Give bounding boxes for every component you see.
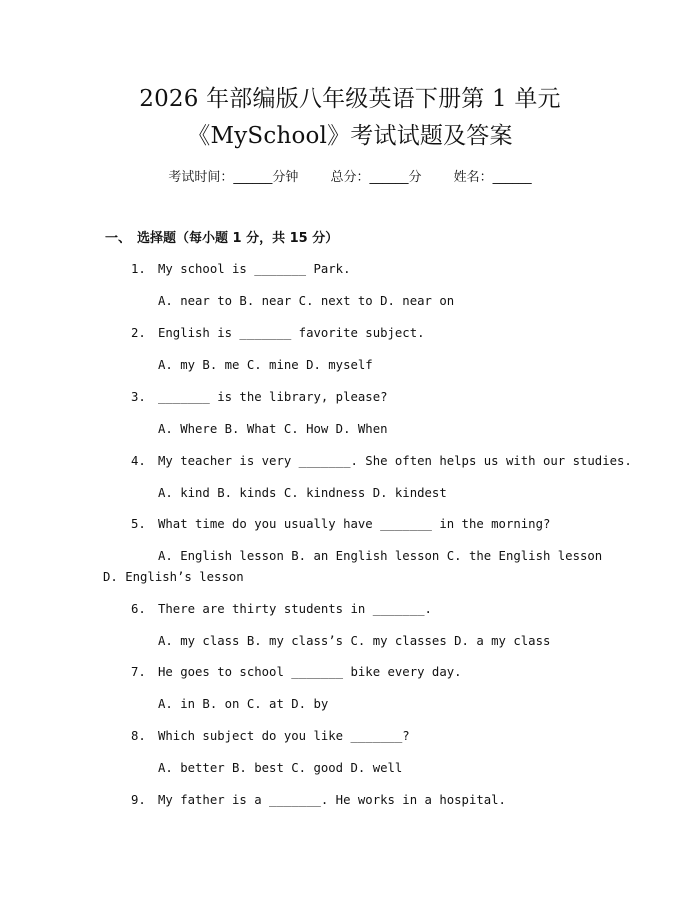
question-options: A. my B. me C. mine D. myself: [158, 358, 373, 372]
question-text: He goes to school _______ bike every day.: [158, 665, 462, 679]
question: [131, 662, 462, 682]
question-options: A. near to B. near C. next to D. near on: [158, 294, 455, 308]
question: [131, 599, 432, 619]
exam-name: 姓名：______: [453, 170, 532, 185]
question: [131, 451, 632, 471]
question-number: 3.: [131, 390, 146, 404]
section-number: 一、: [105, 231, 132, 246]
exam-time: 考试时间：______分钟: [168, 170, 299, 185]
exam-title-line2: 《MySchool》考试试题及答案: [187, 123, 513, 149]
question: [131, 726, 410, 746]
question-number: 6.: [131, 602, 146, 616]
exam-info: [0, 168, 700, 188]
question-options: A. English lesson B. an English lesson C. the English lesson D. English’s lesson: [103, 549, 603, 584]
question-number: 5.: [131, 517, 146, 531]
question-text: There are thirty students in _______.: [158, 602, 432, 616]
question-options: A. in B. on C. at D. by: [158, 697, 329, 711]
question-number: 4.: [131, 454, 146, 468]
question-options: A. my class B. my class’s C. my classes D. a my class: [158, 634, 551, 648]
question: [131, 790, 506, 810]
question-text: My school is _______ Park.: [158, 262, 351, 276]
question-options: A. kind B. kinds C. kindness D. kindest: [158, 486, 447, 500]
question-number: 2.: [131, 326, 146, 340]
question-number: 1.: [131, 262, 146, 276]
question: [131, 387, 388, 407]
question-number: 7.: [131, 665, 146, 679]
question-text: What time do you usually have _______ in the morning?: [158, 517, 551, 531]
exam-title-line1: 2026 年部编版八年级英语下册第 1 单元: [139, 86, 561, 112]
section-title: 选择题（每小题 1 分，共 15 分）: [137, 231, 339, 246]
question: [131, 323, 425, 343]
section-heading: [105, 229, 338, 249]
question-number: 8.: [131, 729, 146, 743]
question-text: Which subject do you like _______?: [158, 729, 410, 743]
question-text: My father is a _______. He works in a hospital.: [158, 793, 506, 807]
question-options: A. Where B. What C. How D. When: [158, 422, 388, 436]
question-options: A. better B. best C. good D. well: [158, 761, 403, 775]
question-number: 9.: [131, 793, 146, 807]
question: [131, 259, 351, 279]
question-text: English is _______ favorite subject.: [158, 326, 425, 340]
question: [131, 514, 550, 534]
question-text: _______ is the library, please?: [158, 390, 388, 404]
question-text: My teacher is very _______. She often helps us with our studies.: [158, 454, 632, 468]
exam-score: 总分：______分: [330, 170, 422, 185]
